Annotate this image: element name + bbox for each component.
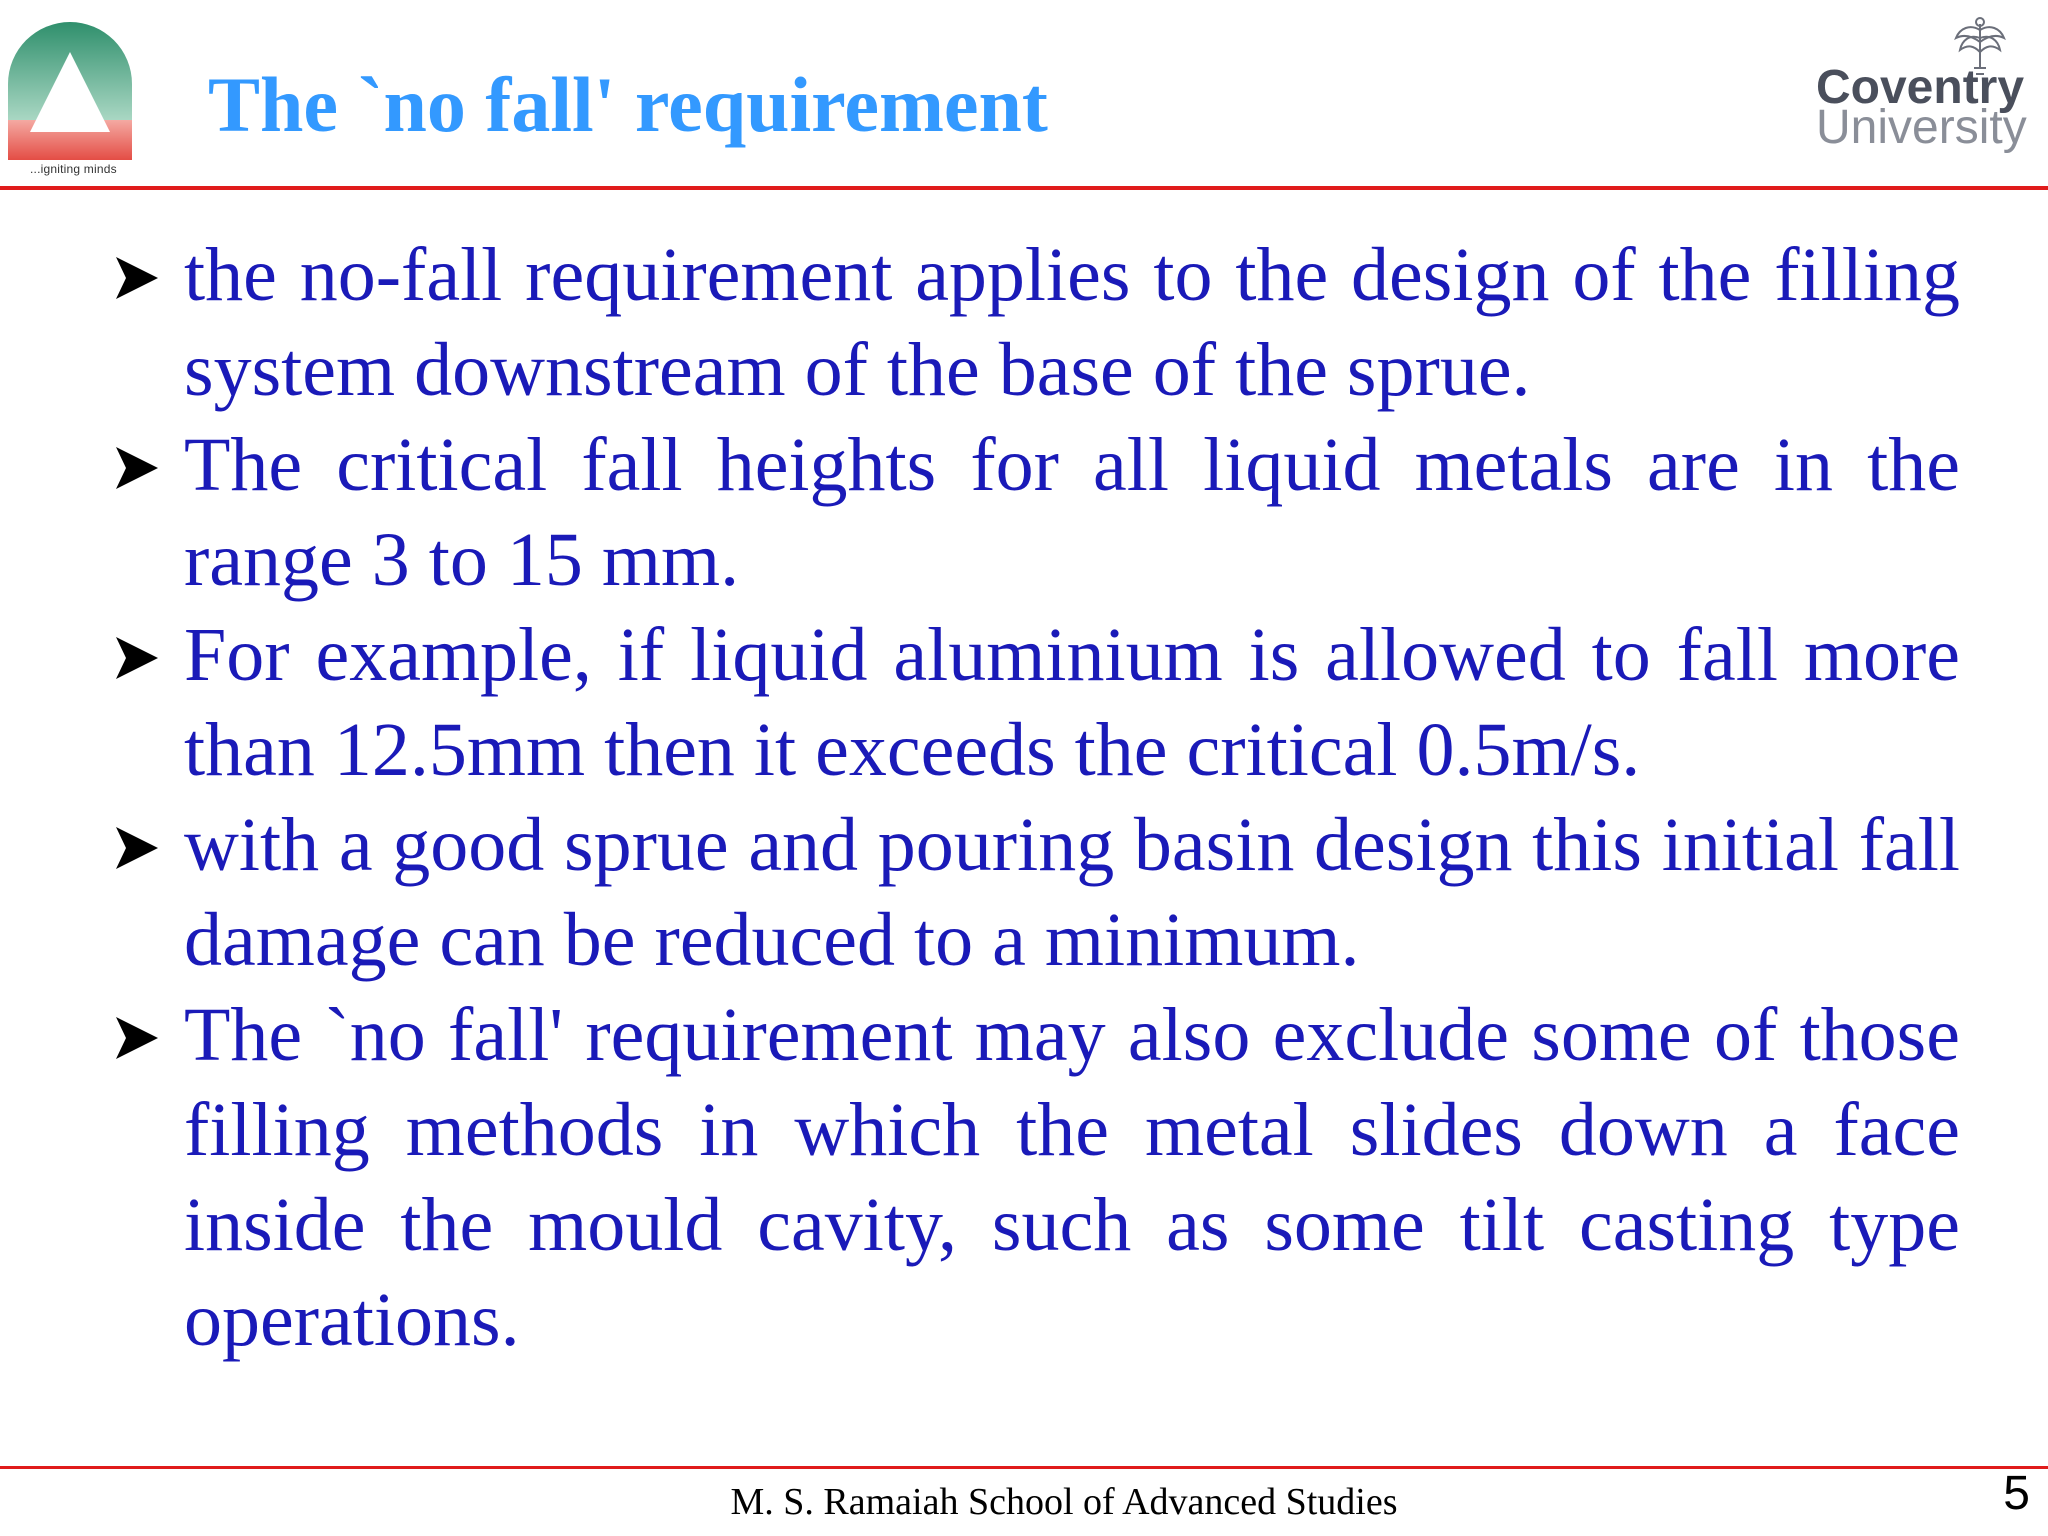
slide-title: The `no fall' requirement <box>208 61 1048 148</box>
coventry-university-logo <box>1816 10 2027 160</box>
bullet-item <box>108 798 1960 988</box>
arrow-bullet-icon <box>112 253 162 303</box>
bullet-item <box>108 228 1960 418</box>
ramaiah-logo <box>4 14 136 182</box>
bullet-item <box>108 988 1960 1368</box>
header-divider <box>0 186 2048 190</box>
footer-divider <box>0 1466 2048 1469</box>
bullet-text: the no-fall requirement applies to the design of the filling system downstream of the base of the sprue. <box>184 233 1960 412</box>
bullet-text: The critical fall heights for all liquid metals are in the range 3 to 15 mm. <box>184 423 1960 602</box>
bullet-text: with a good sprue and pouring basin design this initial fall damage can be reduced to a minimum. <box>184 803 1960 982</box>
arrow-bullet-icon <box>112 633 162 683</box>
footer-institution: M. S. Ramaiah School of Advanced Studies <box>730 1481 1398 1523</box>
bullet-item <box>108 418 1960 608</box>
arrow-bullet-icon <box>112 443 162 493</box>
university-wordmark: University <box>1816 101 2027 154</box>
arrow-bullet-icon <box>112 1013 162 1063</box>
ramaiah-logo-mark-icon <box>4 14 136 164</box>
bullet-item <box>108 608 1960 798</box>
coventry-wordmark: Coventry <box>1816 61 2025 114</box>
logo-tagline: ...igniting minds <box>30 162 117 176</box>
bullet-list <box>108 228 1960 1368</box>
bullet-text: For example, if liquid aluminium is allowed to fall more than 12.5mm then it exceeds the critical 0.5m/s. <box>184 613 1960 792</box>
page-number: 5 <box>2003 1467 2030 1520</box>
arrow-bullet-icon <box>112 823 162 873</box>
bullet-text: The `no fall' requirement may also exclude some of those filling methods in which the metal slides down a face inside the mould cavity, such as some tilt casting type operations. <box>184 993 1960 1362</box>
